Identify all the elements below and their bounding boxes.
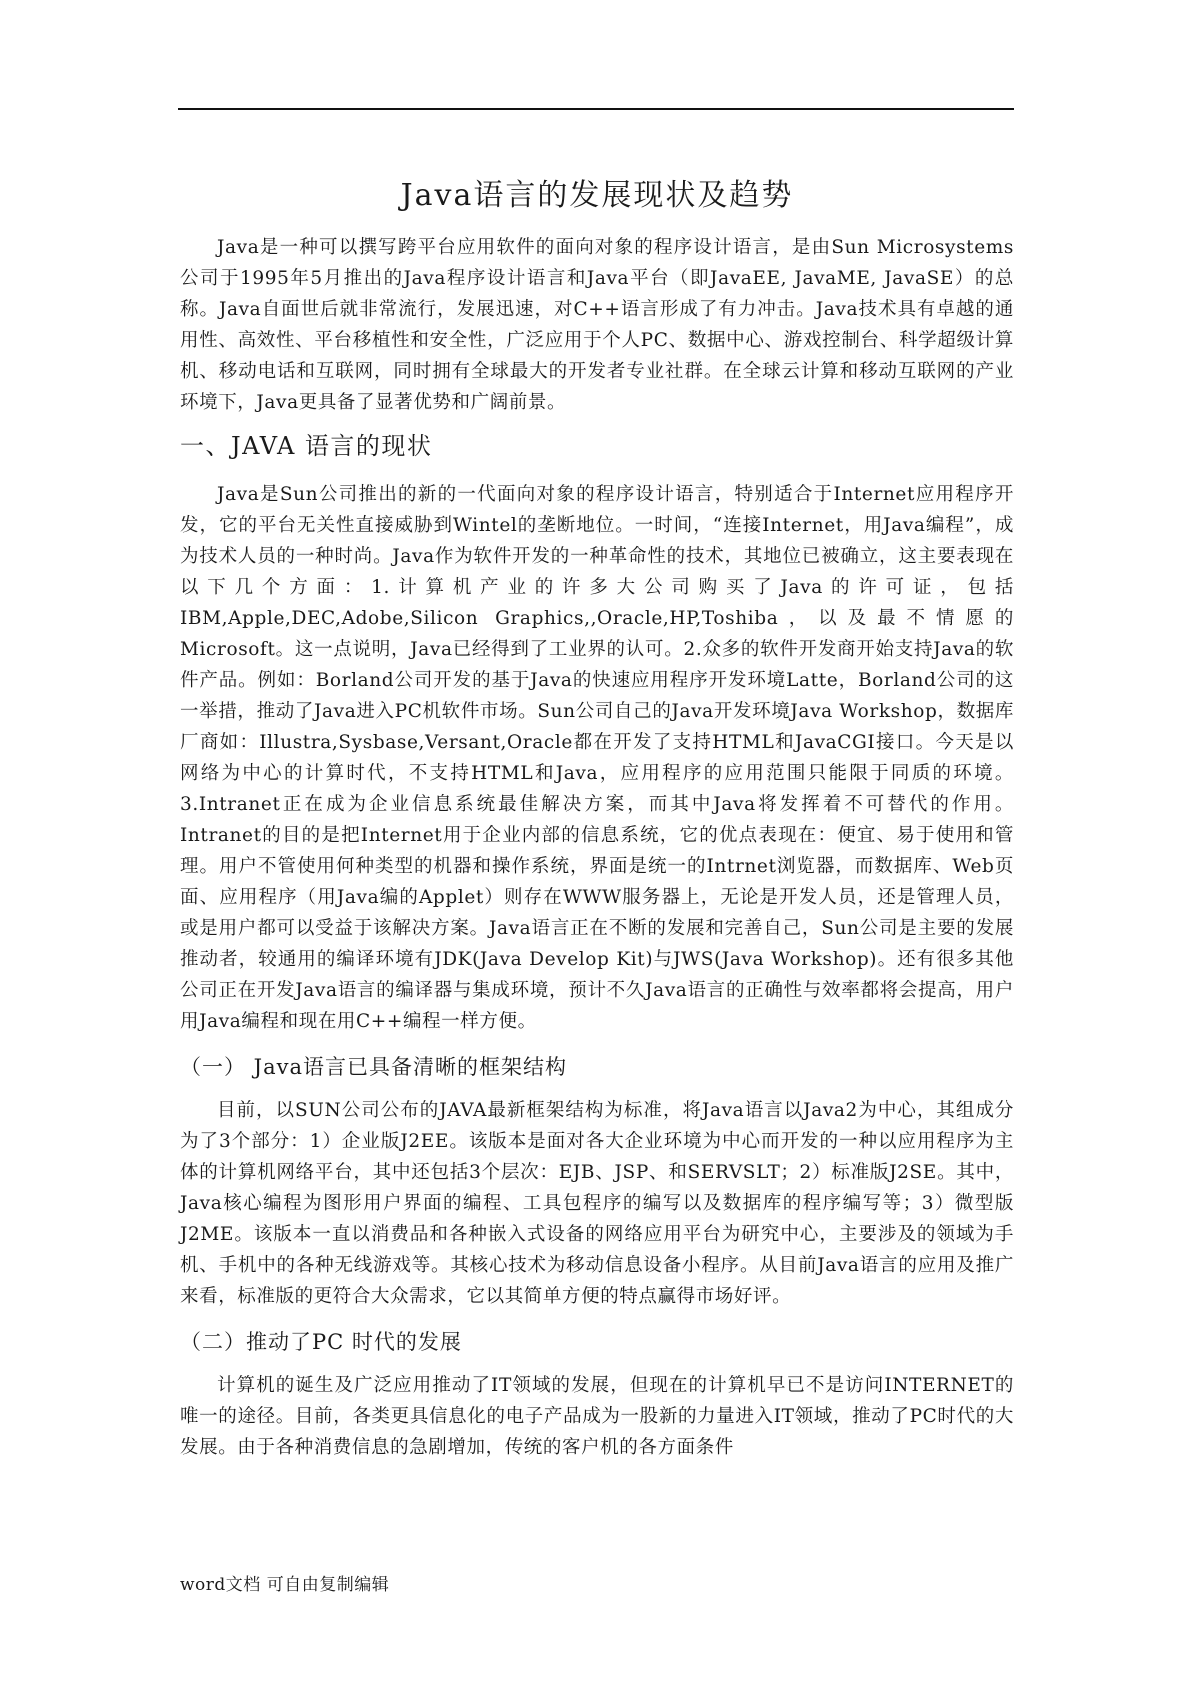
section-status-paragraph: Java是Sun公司推出的新的一代面向对象的程序设计语言，特别适合于Internet应用程序开发，它的平台无关性直接威胁到Wintel的垄断地位。一时间，“连接Internet，用Java编程”，成为技术人员的一种时尚。Java作为软件开发的一种革命性的技术，其地位已被确立，这主要表现在以下几个方面：1.计算机产业的许多大公司购买了Java的许可证，包括IBM,Apple,DEC,Adobe,Silicon Graphics,,Oracle,HP,Toshiba，以及最不情愿的Microsoft。这一点说明，Java已经得到了工业界的认可。2.众多的软件开发商开始支持Java的软件产品。例如：Borland公司开发的基于Java的快速应用程序开发环境Latte，Borland公司的这一举措，推动了Java进入PC机软件市场。Sun公司自己的Java开发环境Java Workshop，数据库厂商如：Illustra,Sysbase,Versant,Oracle都在开发了支持HTML和JavaCGI接口。今天是以网络为中心的计算时代，不支持HTML和Java，应用程序的应用范围只能限于同质的环境。3.Intranet正在成为企业信息系统最佳解决方案，而其中Java将发挥着不可替代的作用。Intranet的目的是把Internet用于企业内部的信息系统，它的优点表现在：便宜、易于使用和管理。用户不管使用何种类型的机器和操作系统，界面是统一的Intrnet浏览器，而数据库、Web页面、应用程序（用Java编的Applet）则存在WWW服务器上，无论是开发人员，还是管理人员，或是用户都可以受益于该解决方案。Java语言正在不断的发展和完善自己，Sun公司是主要的发展推动者，较通用的编译环境有JDK(Java Develop Kit)与JWS(Java Workshop)。还有很多其他公司正在开发Java语言的编译器与集成环境，预计不久Java语言的正确性与效率都将会提高，用户用Java编程和现在用C++编程一样方便。 bbox=[180, 484, 1014, 1032]
document-title: Java语言的发展现状及趋势 bbox=[400, 178, 794, 213]
header-rule bbox=[178, 108, 1014, 110]
subsection-pc-era-paragraph: 计算机的诞生及广泛应用推动了IT领域的发展，但现在的计算机早已不是访问INTERNET的唯一的途径。目前，各类更具信息化的电子产品成为一股新的力量进入IT领域，推动了PC时代的大发展。由于各种消费信息的急剧增加，传统的客户机的各方面条件 bbox=[180, 1375, 1014, 1458]
intro-paragraph: Java是一种可以撰写跨平台应用软件的面向对象的程序设计语言，是由Sun Microsystems公司于1995年5月推出的Java程序设计语言和Java平台（即JavaEE, JavaME, JavaSE）的总称。Java自面世后就非常流行，发展迅速，对C++语言形成了有力冲击。Java技术具有卓越的通用性、高效性、平台移植性和安全性，广泛应用于个人PC、数据中心、游戏控制台、科学超级计算机、移动电话和互联网，同时拥有全球最大的开发者专业社群。在全球云计算和移动互联网的产业环境下，Java更具备了显著优势和广阔前景。 bbox=[180, 237, 1014, 413]
footer-note: word文档 可自由复制编辑 bbox=[180, 1575, 390, 1595]
subsection-heading-framework: （一） Java语言已具备清晰的框架结构 bbox=[180, 1055, 567, 1079]
document-body bbox=[180, 160, 1014, 1463]
section-heading-status: 一、JAVA 语言的现状 bbox=[180, 432, 433, 460]
subsection-framework-paragraph: 目前，以SUN公司公布的JAVA最新框架结构为标准，将Java语言以Java2为中心，其组成分为了3个部分：1）企业版J2EE。该版本是面对各大企业环境为中心而开发的一种以应用程序为主体的计算机网络平台，其中还包括3个层次：EJB、JSP、和SERVSLT；2）标准版J2SE。其中，Java核心编程为图形用户界面的编程、工具包程序的编写以及数据库的程序编写等；3）微型版J2ME。该版本一直以消费品和各种嵌入式设备的网络应用平台为研究中心，主要涉及的领域为手机、手机中的各种无线游戏等。其核心技术为移动信息设备小程序。从目前Java语言的应用及推广来看，标准版的更符合大众需求，它以其简单方便的特点赢得市场好评。 bbox=[180, 1100, 1014, 1307]
subsection-heading-pc-era: （二）推动了PC 时代的发展 bbox=[180, 1330, 462, 1354]
